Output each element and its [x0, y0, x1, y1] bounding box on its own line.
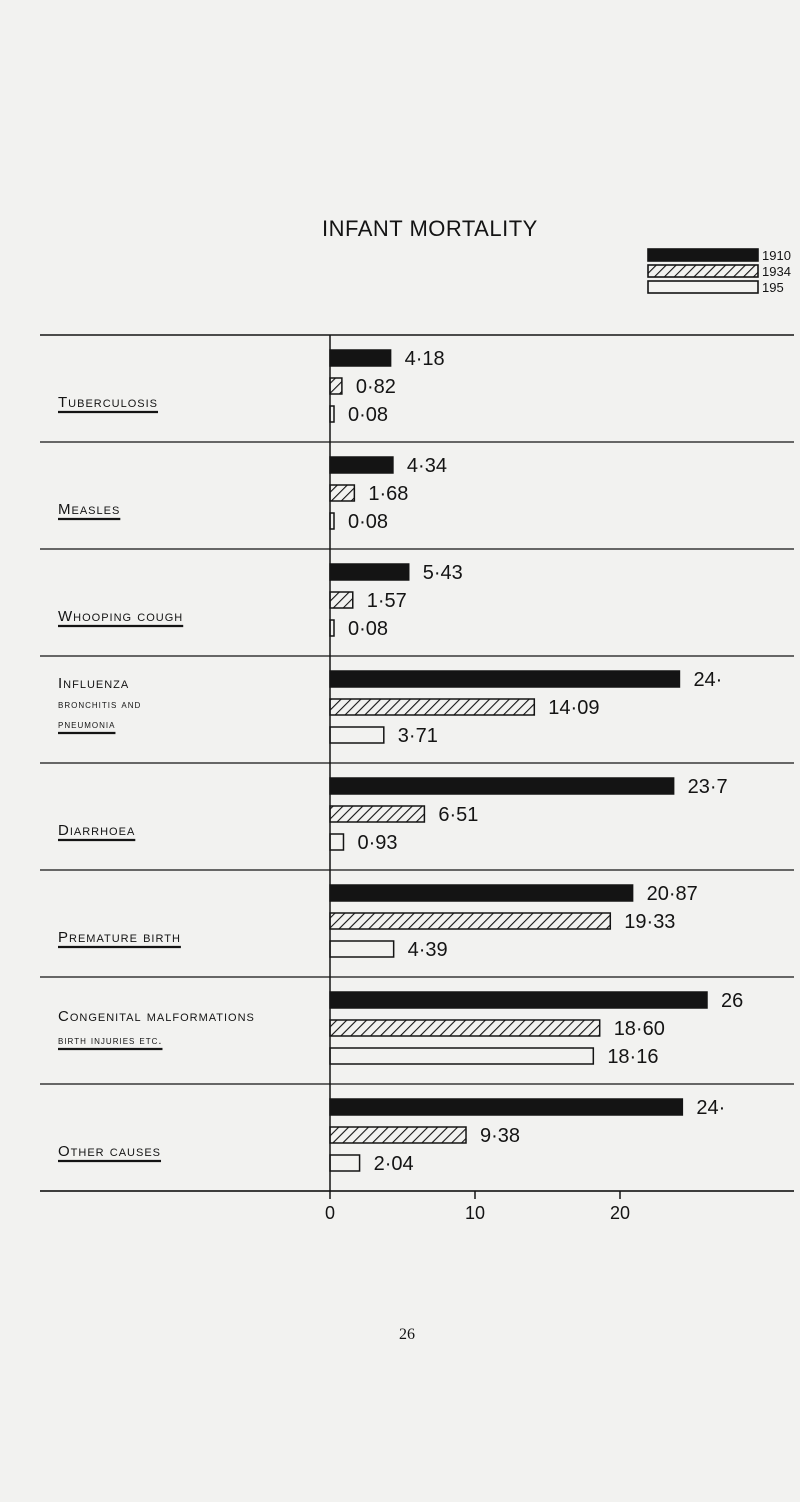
bar-1934 — [330, 699, 534, 715]
bar-1910 — [330, 778, 674, 794]
value-label: 24· — [696, 1097, 726, 1119]
value-label: 0·08 — [348, 511, 389, 533]
legend-swatch-195 — [648, 281, 758, 293]
bar-1934 — [330, 1127, 466, 1143]
value-label: 23·7 — [687, 776, 728, 798]
bar-1934 — [330, 592, 353, 608]
value-label: 0·08 — [348, 404, 389, 426]
value-label: 5·43 — [422, 562, 463, 584]
bar-195 — [330, 620, 334, 636]
value-label: 18·16 — [607, 1046, 659, 1068]
bar-1910 — [330, 457, 393, 473]
category-label-line: pneumonia — [58, 719, 116, 731]
bar-195 — [330, 834, 343, 850]
value-label: 2·04 — [373, 1153, 414, 1175]
value-label: 24· — [693, 669, 723, 691]
bar-1910 — [330, 885, 633, 901]
value-label: 4·39 — [407, 939, 448, 961]
value-label: 26 — [721, 990, 744, 1012]
bar-1910 — [330, 564, 409, 580]
x-tick-label: 20 — [609, 1203, 631, 1223]
page-number: 26 — [399, 1326, 415, 1343]
category-label-line: Whooping cough — [58, 608, 184, 625]
category-label-line: Congenital malformations — [58, 1008, 255, 1025]
legend-label-195: 195 — [762, 280, 784, 295]
legend-label-1934: 1934 — [762, 264, 791, 279]
category-label-line: birth injuries etc. — [58, 1035, 163, 1047]
bar-1910 — [330, 350, 391, 366]
value-label: 4·18 — [404, 348, 445, 370]
bar-195 — [330, 1155, 360, 1171]
bar-1934 — [330, 806, 424, 822]
bar-1934 — [330, 485, 354, 501]
x-tick-label: 0 — [324, 1203, 336, 1223]
value-label: 20·87 — [646, 883, 698, 905]
bar-1934 — [330, 1020, 600, 1036]
chart-title: INFANT MORTALITY — [322, 216, 538, 241]
category-label-line: Measles — [58, 501, 121, 518]
legend-swatch-1934 — [648, 265, 758, 277]
x-tick-label: 10 — [464, 1203, 486, 1223]
value-label: 3·71 — [397, 725, 438, 747]
category-label-line: Diarrhoea — [58, 822, 136, 839]
bar-1910 — [330, 671, 679, 687]
value-label: 6·51 — [438, 804, 479, 826]
bar-195 — [330, 513, 334, 529]
category-label-line: Premature birth — [58, 929, 181, 946]
value-label: 4·34 — [406, 455, 447, 477]
value-label: 0·82 — [355, 376, 396, 398]
value-label: 19·33 — [624, 911, 676, 933]
bar-1934 — [330, 378, 342, 394]
value-label: 9·38 — [480, 1125, 521, 1147]
bar-1910 — [330, 1099, 682, 1115]
legend-swatch-1910 — [648, 249, 758, 261]
value-label: 18·60 — [613, 1018, 665, 1040]
legend-label-1910: 1910 — [762, 248, 791, 263]
category-label-line: bronchitis and — [58, 699, 142, 711]
value-label: 1·68 — [368, 483, 409, 505]
bar-1910 — [330, 992, 707, 1008]
bar-195 — [330, 727, 384, 743]
value-label: 0·93 — [357, 832, 398, 854]
bar-1934 — [330, 913, 610, 929]
bar-195 — [330, 406, 334, 422]
category-label-line: Influenza — [58, 675, 130, 692]
bar-195 — [330, 1048, 593, 1064]
value-label: 14·09 — [548, 697, 600, 719]
category-label-line: Other causes — [58, 1143, 162, 1160]
value-label: 0·08 — [348, 618, 389, 640]
bar-195 — [330, 941, 394, 957]
category-label-line: Tuberculosis — [58, 394, 159, 411]
value-label: 1·57 — [366, 590, 407, 612]
